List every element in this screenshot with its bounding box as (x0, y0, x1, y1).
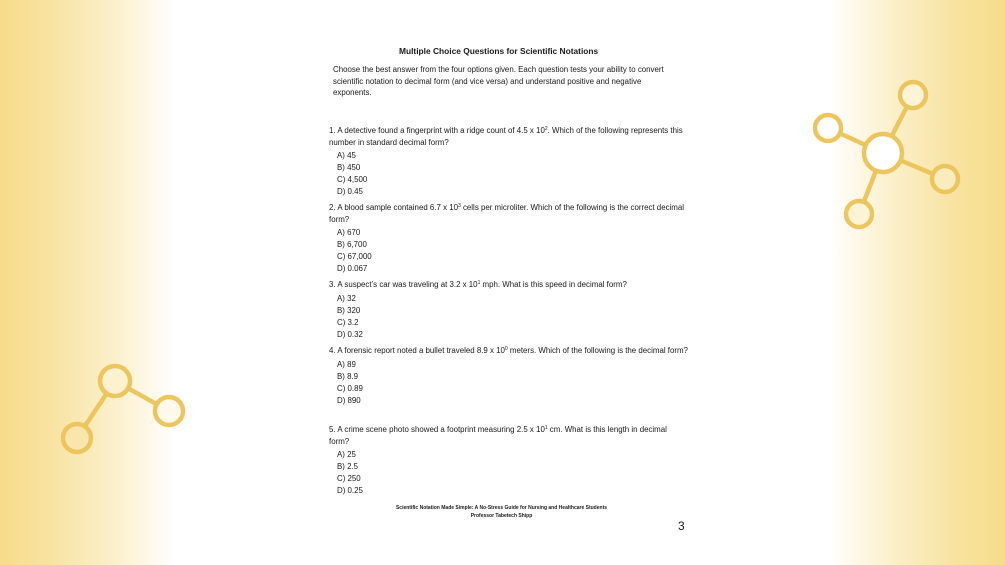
question-text: 3. A suspect’s car was traveling at 3.2 x $10^1$ mph. What is this speed in decimal form? (329, 280, 627, 289)
answer-options (337, 293, 689, 341)
molecule-node (900, 82, 926, 108)
answer-option[interactable]: A) 670 (337, 228, 361, 237)
answer-option[interactable]: B) 2.5 (337, 462, 359, 471)
question-text: 4. A forensic report noted a bullet traveled 8.9 x $10^0$ meters. Which of the following is the decimal form? (329, 346, 688, 355)
answer-option[interactable]: D) 0.067 (337, 264, 368, 273)
answer-option[interactable]: B) 450 (337, 163, 361, 172)
answer-option[interactable]: B) 320 (337, 305, 361, 315)
molecule-center-node (864, 134, 902, 172)
answer-option[interactable]: C) 3.2 (337, 317, 359, 327)
answer-option[interactable]: D) 890 (337, 395, 361, 405)
molecule-node (815, 115, 841, 141)
question-5 (329, 424, 689, 497)
question-number: 1. (329, 126, 336, 135)
answer-option[interactable]: D) 0.32 (337, 329, 363, 339)
answer-option[interactable]: B) 8.9 (337, 371, 359, 381)
exponent: 1 (544, 425, 548, 431)
question-text: 5. A crime scene photo showed a footprint measuring 2.5 x $10^1$ cm. What is this length in decimal form? (329, 425, 667, 446)
answer-option[interactable]: D) 0.45 (337, 187, 363, 196)
question-number: 5. (329, 425, 336, 434)
question-number: 2. (329, 203, 336, 212)
answer-option[interactable]: C) 250 (337, 474, 361, 483)
instructions-paragraph: Choose the best answer from the four options given. Each question tests your ability to convert scientific notation to decimal form (and vice versa) and understand positive and negative exponents. (333, 65, 664, 97)
answer-option[interactable]: A) 89 (337, 359, 356, 369)
answer-option[interactable]: A) 32 (337, 293, 356, 303)
answer-option[interactable]: B) 6,700 (337, 240, 367, 249)
answer-option[interactable]: D) 0.25 (337, 486, 363, 495)
question-3 (329, 279, 689, 341)
footer-guide-title: Scientific Notation Made Simple: A No-Stress Guide for Nursing and Healthcare Students (395, 505, 608, 511)
answer-options (337, 449, 689, 497)
answer-option[interactable]: A) 45 (337, 151, 356, 160)
molecule-node (846, 201, 872, 227)
question-text: 2. A blood sample contained 6.7 x $10^3$ cells per microliter. Which of the following is the correct decimal form? (329, 203, 684, 224)
page-number: 3 (678, 519, 685, 533)
answer-option[interactable]: A) 25 (337, 450, 356, 459)
molecule-node (63, 424, 91, 452)
answer-options (337, 359, 689, 407)
question-number: 4. (329, 346, 336, 355)
question-2 (329, 202, 689, 275)
answer-options (337, 150, 689, 198)
answer-option[interactable]: C) 67,000 (337, 252, 372, 261)
answer-option[interactable]: C) 0.89 (337, 383, 363, 393)
exponent: 2 (544, 126, 548, 132)
exponent: 1 (477, 280, 481, 286)
molecule-node (155, 397, 183, 425)
exponent: 3 (458, 203, 461, 209)
question-text: 1. A detective found a fingerprint with a ridge count of 4.5 x $10^2$. Which of the following represents this number in standard decimal form? (329, 126, 683, 147)
molecule-node (932, 166, 958, 192)
answer-option[interactable]: C) 4,500 (337, 175, 368, 184)
question-4 (329, 345, 689, 407)
document-title: Multiple Choice Questions for Scientific Notations (399, 46, 599, 56)
footer-author: Professor Tabetech Shipp (470, 513, 533, 519)
exponent: 0 (504, 346, 508, 352)
question-1 (329, 125, 689, 198)
molecule-node (100, 366, 130, 396)
question-number: 3. (329, 280, 336, 289)
answer-options (337, 227, 689, 275)
